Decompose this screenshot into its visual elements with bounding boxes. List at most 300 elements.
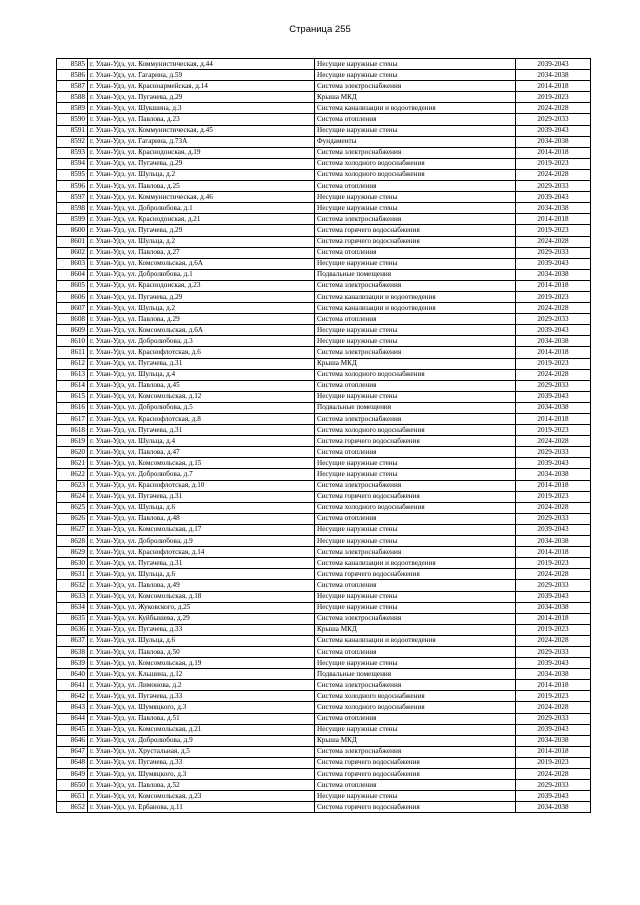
- building-element-cell: Крыша МКД: [315, 624, 516, 635]
- building-element-cell: Система электроснабжения: [315, 414, 516, 425]
- building-element-cell: Система электроснабжения: [315, 547, 516, 558]
- repair-period-cell: 2039-2043: [516, 192, 591, 203]
- address-cell: г. Улан-Удэ, ул. Жуковского, д.25: [88, 602, 315, 613]
- table-row: [57, 480, 591, 491]
- address-cell: г. Улан-Удэ, ул. Комсомольская, д.23: [88, 791, 315, 802]
- building-element-cell: Система электроснабжения: [315, 347, 516, 358]
- repair-period-cell: 2034-2038: [516, 735, 591, 746]
- building-element-cell: Система горячего водоснабжения: [315, 225, 516, 236]
- address-cell: г. Улан-Удэ, ул. Шульца, д.4: [88, 369, 315, 380]
- building-element-cell: Подвальные помещения: [315, 669, 516, 680]
- address-cell: г. Улан-Удэ, ул. Краснофлотская, д.14: [88, 547, 315, 558]
- address-cell: г. Улан-Удэ, ул. Комсомольская, д.18: [88, 591, 315, 602]
- address-cell: г. Улан-Удэ, ул. Добролюбова, д.5: [88, 402, 315, 413]
- building-element-cell: Система горячего водоснабжения: [315, 236, 516, 247]
- building-element-cell: Система канализации и водоотведения: [315, 558, 516, 569]
- row-number-cell: 8649: [57, 769, 88, 780]
- building-element-cell: Несущие наружные стены: [315, 724, 516, 735]
- table-row: [57, 524, 591, 535]
- table-row: [57, 635, 591, 646]
- address-cell: г. Улан-Удэ, ул. Шульца, д.4: [88, 436, 315, 447]
- building-element-cell: Система отопления: [315, 780, 516, 791]
- address-cell: г. Улан-Удэ, ул. Шукшина, д.3: [88, 103, 315, 114]
- building-element-cell: Система отопления: [315, 181, 516, 192]
- table-row: [57, 724, 591, 735]
- table-row: [57, 81, 591, 92]
- building-element-cell: Несущие наружные стены: [315, 70, 516, 81]
- address-cell: г. Улан-Удэ, ул. Павлова, д.51: [88, 713, 315, 724]
- address-cell: г. Улан-Удэ, ул. Коммунистическая, д.44: [88, 59, 315, 70]
- building-element-cell: Система электроснабжения: [315, 214, 516, 225]
- address-cell: г. Улан-Удэ, ул. Шульца, д.2: [88, 169, 315, 180]
- building-element-cell: Система холодного водоснабжения: [315, 502, 516, 513]
- table-row: [57, 380, 591, 391]
- row-number-cell: 8625: [57, 502, 88, 513]
- table-row: [57, 547, 591, 558]
- table-row: [57, 735, 591, 746]
- table-row: [57, 791, 591, 802]
- table-row: [57, 591, 591, 602]
- repair-period-cell: 2014-2018: [516, 547, 591, 558]
- row-number-cell: 8608: [57, 314, 88, 325]
- row-number-cell: 8599: [57, 214, 88, 225]
- row-number-cell: 8619: [57, 436, 88, 447]
- address-cell: г. Улан-Удэ, ул. Павлова, д.52: [88, 780, 315, 791]
- building-element-cell: Несущие наружные стены: [315, 469, 516, 480]
- table-row: [57, 447, 591, 458]
- building-element-cell: Система канализации и водоотведения: [315, 291, 516, 302]
- table-row: [57, 624, 591, 635]
- address-cell: г. Улан-Удэ, ул. Ербанова, д.11: [88, 802, 315, 813]
- row-number-cell: 8585: [57, 59, 88, 70]
- address-cell: г. Улан-Удэ, ул. Пугачева, д.29: [88, 92, 315, 103]
- table-row: [57, 325, 591, 336]
- building-element-cell: Несущие наружные стены: [315, 203, 516, 214]
- repair-period-cell: 2039-2043: [516, 724, 591, 735]
- address-cell: г. Улан-Удэ, ул. Пугачева, д.31: [88, 358, 315, 369]
- building-element-cell: Система холодного водоснабжения: [315, 369, 516, 380]
- table-row: [57, 613, 591, 624]
- address-cell: г. Улан-Удэ, ул. Павлова, д.47: [88, 447, 315, 458]
- table-row: [57, 713, 591, 724]
- address-cell: г. Улан-Удэ, ул. Пугачева, д.31: [88, 491, 315, 502]
- repair-period-cell: 2014-2018: [516, 147, 591, 158]
- building-element-cell: Несущие наружные стены: [315, 791, 516, 802]
- address-cell: г. Улан-Удэ, ул. Краснофлотская, д.10: [88, 480, 315, 491]
- repair-period-cell: 2039-2043: [516, 59, 591, 70]
- table-row: [57, 225, 591, 236]
- row-number-cell: 8652: [57, 802, 88, 813]
- address-cell: г. Улан-Удэ, ул. Пугачева, д.31: [88, 558, 315, 569]
- address-cell: г. Улан-Удэ, ул. Гагарина, д.73А: [88, 136, 315, 147]
- row-number-cell: 8629: [57, 547, 88, 558]
- repair-period-cell: 2024-2028: [516, 769, 591, 780]
- repair-period-cell: 2034-2038: [516, 602, 591, 613]
- table-row: [57, 702, 591, 713]
- address-cell: г. Улан-Удэ, ул. Хрустальная, д.5: [88, 746, 315, 757]
- row-number-cell: 8639: [57, 658, 88, 669]
- row-number-cell: 8613: [57, 369, 88, 380]
- table-row: [57, 502, 591, 513]
- row-number-cell: 8623: [57, 480, 88, 491]
- repair-period-cell: 2034-2038: [516, 802, 591, 813]
- repair-period-cell: 2034-2038: [516, 136, 591, 147]
- row-number-cell: 8627: [57, 524, 88, 535]
- repair-period-cell: 2029-2033: [516, 380, 591, 391]
- building-element-cell: Несущие наружные стены: [315, 658, 516, 669]
- repair-period-cell: 2019-2023: [516, 624, 591, 635]
- repair-period-cell: 2024-2028: [516, 369, 591, 380]
- table-row: [57, 569, 591, 580]
- address-cell: г. Улан-Удэ, ул. Пугачева, д.29: [88, 291, 315, 302]
- repair-period-cell: 2034-2038: [516, 203, 591, 214]
- row-number-cell: 8588: [57, 92, 88, 103]
- row-number-cell: 8631: [57, 569, 88, 580]
- row-number-cell: 8612: [57, 358, 88, 369]
- repair-period-cell: 2034-2038: [516, 669, 591, 680]
- address-cell: г. Улан-Удэ, ул. Добролюбова, д.3: [88, 336, 315, 347]
- building-element-cell: Система электроснабжения: [315, 280, 516, 291]
- repair-period-cell: 2034-2038: [516, 469, 591, 480]
- building-element-cell: Несущие наружные стены: [315, 391, 516, 402]
- repair-period-cell: 2024-2028: [516, 436, 591, 447]
- repair-period-cell: 2039-2043: [516, 391, 591, 402]
- table-row: [57, 513, 591, 524]
- table-row: [57, 236, 591, 247]
- table-row: [57, 258, 591, 269]
- repair-period-cell: 2014-2018: [516, 746, 591, 757]
- table-row: [57, 92, 591, 103]
- row-number-cell: 8620: [57, 447, 88, 458]
- table-row: [57, 314, 591, 325]
- building-element-cell: Система электроснабжения: [315, 480, 516, 491]
- table-row: [57, 391, 591, 402]
- table-row: [57, 436, 591, 447]
- repair-schedule-table: [56, 58, 591, 813]
- building-element-cell: Система отопления: [315, 513, 516, 524]
- table-row: [57, 491, 591, 502]
- repair-period-cell: 2019-2023: [516, 92, 591, 103]
- building-element-cell: Крыша МКД: [315, 92, 516, 103]
- repair-period-cell: 2029-2033: [516, 513, 591, 524]
- repair-period-cell: 2024-2028: [516, 303, 591, 314]
- table-row: [57, 103, 591, 114]
- row-number-cell: 8637: [57, 635, 88, 646]
- row-number-cell: 8634: [57, 602, 88, 613]
- building-element-cell: Система отопления: [315, 314, 516, 325]
- row-number-cell: 8633: [57, 591, 88, 602]
- repair-period-cell: 2039-2043: [516, 458, 591, 469]
- table-row: [57, 757, 591, 768]
- address-cell: г. Улан-Удэ, ул. Комсомольская, д.12: [88, 391, 315, 402]
- address-cell: г. Улан-Удэ, ул. Пугачева, д.33: [88, 757, 315, 768]
- building-element-cell: Система горячего водоснабжения: [315, 436, 516, 447]
- table-row: [57, 169, 591, 180]
- building-element-cell: Несущие наружные стены: [315, 325, 516, 336]
- row-number-cell: 8609: [57, 325, 88, 336]
- address-cell: г. Улан-Удэ, ул. Павлова, д.45: [88, 380, 315, 391]
- row-number-cell: 8597: [57, 192, 88, 203]
- row-number-cell: 8624: [57, 491, 88, 502]
- building-element-cell: Система горячего водоснабжения: [315, 769, 516, 780]
- row-number-cell: 8617: [57, 414, 88, 425]
- address-cell: г. Улан-Удэ, ул. Красноармейская, д.14: [88, 81, 315, 92]
- row-number-cell: 8590: [57, 114, 88, 125]
- building-element-cell: Несущие наружные стены: [315, 59, 516, 70]
- row-number-cell: 8596: [57, 181, 88, 192]
- repair-period-cell: 2014-2018: [516, 480, 591, 491]
- repair-period-cell: 2029-2033: [516, 646, 591, 657]
- address-cell: г. Улан-Удэ, ул. Комсомольская, д.17: [88, 524, 315, 535]
- address-cell: г. Улан-Удэ, ул. Павлова, д.49: [88, 580, 315, 591]
- building-element-cell: Система холодного водоснабжения: [315, 425, 516, 436]
- building-element-cell: Система холодного водоснабжения: [315, 169, 516, 180]
- address-cell: г. Улан-Удэ, ул. Павлова, д.29: [88, 314, 315, 325]
- row-number-cell: 8587: [57, 81, 88, 92]
- building-element-cell: Несущие наружные стены: [315, 336, 516, 347]
- repair-period-cell: 2024-2028: [516, 569, 591, 580]
- repair-period-cell: 2024-2028: [516, 169, 591, 180]
- row-number-cell: 8626: [57, 513, 88, 524]
- row-number-cell: 8640: [57, 669, 88, 680]
- building-element-cell: Система отопления: [315, 580, 516, 591]
- building-element-cell: Система отопления: [315, 114, 516, 125]
- address-cell: г. Улан-Удэ, ул. Пугачева, д.29: [88, 158, 315, 169]
- building-element-cell: Подвальные помещения: [315, 269, 516, 280]
- row-number-cell: 8589: [57, 103, 88, 114]
- row-number-cell: 8636: [57, 624, 88, 635]
- row-number-cell: 8591: [57, 125, 88, 136]
- building-element-cell: Система горячего водоснабжения: [315, 569, 516, 580]
- address-cell: г. Улан-Удэ, ул. Гагарина, д.59: [88, 70, 315, 81]
- table-row: [57, 136, 591, 147]
- building-element-cell: Система канализации и водоотведения: [315, 303, 516, 314]
- address-cell: г. Улан-Удэ, ул. Краснофлотская, д.6: [88, 347, 315, 358]
- row-number-cell: 8621: [57, 458, 88, 469]
- row-number-cell: 8611: [57, 347, 88, 358]
- repair-period-cell: 2014-2018: [516, 347, 591, 358]
- address-cell: г. Улан-Удэ, ул. Шумяцкого, д.3: [88, 769, 315, 780]
- repair-period-cell: 2014-2018: [516, 81, 591, 92]
- row-number-cell: 8595: [57, 169, 88, 180]
- row-number-cell: 8630: [57, 558, 88, 569]
- building-element-cell: Система отопления: [315, 247, 516, 258]
- address-cell: г. Улан-Удэ, ул. Кльшина, д.12: [88, 669, 315, 680]
- repair-period-cell: 2014-2018: [516, 214, 591, 225]
- building-element-cell: Система горячего водоснабжения: [315, 491, 516, 502]
- table-row: [57, 358, 591, 369]
- row-number-cell: 8604: [57, 269, 88, 280]
- building-element-cell: Система горячего водоснабжения: [315, 757, 516, 768]
- repair-period-cell: 2024-2028: [516, 103, 591, 114]
- table-row: [57, 680, 591, 691]
- building-element-cell: Крыша МКД: [315, 358, 516, 369]
- building-element-cell: Система электроснабжения: [315, 746, 516, 757]
- table-row: [57, 469, 591, 480]
- row-number-cell: 8592: [57, 136, 88, 147]
- address-cell: г. Улан-Удэ, ул. Шульца, д.6: [88, 569, 315, 580]
- address-cell: г. Улан-Удэ, ул. Коммунистическая, д.45: [88, 125, 315, 136]
- repair-period-cell: 2029-2033: [516, 580, 591, 591]
- table-row: [57, 59, 591, 70]
- table-row: [57, 414, 591, 425]
- address-cell: г. Улан-Удэ, ул. Куйбышева, д.29: [88, 613, 315, 624]
- building-element-cell: Система канализации и водоотведения: [315, 635, 516, 646]
- address-cell: г. Улан-Удэ, ул. Пугачева, д.31: [88, 425, 315, 436]
- building-element-cell: Система электроснабжения: [315, 680, 516, 691]
- address-cell: г. Улан-Удэ, ул. Добролюбова, д.9: [88, 536, 315, 547]
- repair-period-cell: 2034-2038: [516, 402, 591, 413]
- address-cell: г. Улан-Удэ, ул. Шульца, д.6: [88, 502, 315, 513]
- building-element-cell: Система электроснабжения: [315, 147, 516, 158]
- building-element-cell: Система отопления: [315, 447, 516, 458]
- address-cell: г. Улан-Удэ, ул. Краснофлотская, д.8: [88, 414, 315, 425]
- repair-period-cell: 2014-2018: [516, 613, 591, 624]
- row-number-cell: 8645: [57, 724, 88, 735]
- row-number-cell: 8607: [57, 303, 88, 314]
- building-element-cell: Крыша МКД: [315, 735, 516, 746]
- table-row: [57, 369, 591, 380]
- building-element-cell: Система холодного водоснабжения: [315, 702, 516, 713]
- row-number-cell: 8647: [57, 746, 88, 757]
- repair-period-cell: 2039-2043: [516, 791, 591, 802]
- address-cell: г. Улан-Удэ, ул. Краснодонская, д.19: [88, 147, 315, 158]
- table-row: [57, 303, 591, 314]
- table-row: [57, 402, 591, 413]
- address-cell: г. Улан-Удэ, ул. Павлова, д.27: [88, 247, 315, 258]
- table-row: [57, 691, 591, 702]
- repair-period-cell: 2039-2043: [516, 658, 591, 669]
- repair-period-cell: 2029-2033: [516, 713, 591, 724]
- address-cell: г. Улан-Удэ, ул. Комсомольская, д.6А: [88, 325, 315, 336]
- row-number-cell: 8605: [57, 280, 88, 291]
- repair-period-cell: 2034-2038: [516, 536, 591, 547]
- address-cell: г. Улан-Удэ, ул. Павлова, д.23: [88, 114, 315, 125]
- address-cell: г. Улан-Удэ, ул. Шульца, д.6: [88, 635, 315, 646]
- repair-period-cell: 2024-2028: [516, 236, 591, 247]
- repair-period-cell: 2014-2018: [516, 680, 591, 691]
- address-cell: г. Улан-Удэ, ул. Пугачева, д.29: [88, 225, 315, 236]
- address-cell: г. Улан-Удэ, ул. Пугачева, д.33: [88, 691, 315, 702]
- table-row: [57, 458, 591, 469]
- row-number-cell: 8648: [57, 757, 88, 768]
- repair-period-cell: 2019-2023: [516, 757, 591, 768]
- repair-period-cell: 2039-2043: [516, 524, 591, 535]
- address-cell: г. Улан-Удэ, ул. Павлова, д.25: [88, 181, 315, 192]
- row-number-cell: 8644: [57, 713, 88, 724]
- repair-period-cell: 2039-2043: [516, 591, 591, 602]
- building-element-cell: Несущие наружные стены: [315, 524, 516, 535]
- address-cell: г. Улан-Удэ, ул. Шульца, д.2: [88, 303, 315, 314]
- row-number-cell: 8602: [57, 247, 88, 258]
- building-element-cell: Подвальные помещения: [315, 402, 516, 413]
- table-row: [57, 602, 591, 613]
- address-cell: г. Улан-Удэ, ул. Краснодонская, д.21: [88, 214, 315, 225]
- building-element-cell: Система холодного водоснабжения: [315, 158, 516, 169]
- address-cell: г. Улан-Удэ, ул. Добролюбова, д.1: [88, 203, 315, 214]
- building-element-cell: Несущие наружные стены: [315, 258, 516, 269]
- building-element-cell: Несущие наружные стены: [315, 192, 516, 203]
- repair-period-cell: 2024-2028: [516, 635, 591, 646]
- row-number-cell: 8614: [57, 380, 88, 391]
- row-number-cell: 8641: [57, 680, 88, 691]
- row-number-cell: 8601: [57, 236, 88, 247]
- address-cell: г. Улан-Удэ, ул. Павлова, д.50: [88, 646, 315, 657]
- repair-period-cell: 2034-2038: [516, 70, 591, 81]
- address-cell: г. Улан-Удэ, ул. Лимонова, д.2: [88, 680, 315, 691]
- table-row: [57, 347, 591, 358]
- table-row: [57, 580, 591, 591]
- table-row: [57, 269, 591, 280]
- repair-period-cell: 2034-2038: [516, 269, 591, 280]
- row-number-cell: 8628: [57, 536, 88, 547]
- row-number-cell: 8651: [57, 791, 88, 802]
- row-number-cell: 8586: [57, 70, 88, 81]
- address-cell: г. Улан-Удэ, ул. Добролюбова, д.9: [88, 735, 315, 746]
- table-row: [57, 70, 591, 81]
- address-cell: г. Улан-Удэ, ул. Комсомольская, д.21: [88, 724, 315, 735]
- building-element-cell: Система канализации и водоотведения: [315, 103, 516, 114]
- row-number-cell: 8650: [57, 780, 88, 791]
- table-row: [57, 336, 591, 347]
- building-element-cell: Несущие наружные стены: [315, 602, 516, 613]
- table-row: [57, 125, 591, 136]
- repair-period-cell: 2029-2033: [516, 247, 591, 258]
- table-row: [57, 158, 591, 169]
- row-number-cell: 8646: [57, 735, 88, 746]
- repair-period-cell: 2039-2043: [516, 258, 591, 269]
- address-cell: г. Улан-Удэ, ул. Шумяцкого, д.3: [88, 702, 315, 713]
- repair-period-cell: 2019-2023: [516, 225, 591, 236]
- address-cell: г. Улан-Удэ, ул. Добролюбова, д.1: [88, 269, 315, 280]
- repair-period-cell: 2029-2033: [516, 780, 591, 791]
- building-element-cell: Несущие наружные стены: [315, 591, 516, 602]
- repair-period-cell: 2034-2038: [516, 336, 591, 347]
- address-cell: г. Улан-Удэ, ул. Комсомольская, д.6А: [88, 258, 315, 269]
- building-element-cell: Несущие наружные стены: [315, 125, 516, 136]
- repair-period-cell: 2029-2033: [516, 114, 591, 125]
- building-element-cell: Система холодного водоснабжения: [315, 691, 516, 702]
- row-number-cell: 8635: [57, 613, 88, 624]
- address-cell: г. Улан-Удэ, ул. Коммунистическая, д.46: [88, 192, 315, 203]
- row-number-cell: 8598: [57, 203, 88, 214]
- address-cell: г. Улан-Удэ, ул. Пугачева, д.33: [88, 624, 315, 635]
- row-number-cell: 8643: [57, 702, 88, 713]
- table-row: [57, 558, 591, 569]
- row-number-cell: 8642: [57, 691, 88, 702]
- table-row: [57, 147, 591, 158]
- repair-period-cell: 2014-2018: [516, 414, 591, 425]
- row-number-cell: 8600: [57, 225, 88, 236]
- repair-period-cell: 2019-2023: [516, 558, 591, 569]
- row-number-cell: 8638: [57, 646, 88, 657]
- building-element-cell: Система горячего водоснабжения: [315, 802, 516, 813]
- table-row: [57, 291, 591, 302]
- building-element-cell: Система электроснабжения: [315, 81, 516, 92]
- building-element-cell: Система отопления: [315, 380, 516, 391]
- table-row: [57, 247, 591, 258]
- table-row: [57, 203, 591, 214]
- table-row: [57, 536, 591, 547]
- row-number-cell: 8610: [57, 336, 88, 347]
- repair-period-cell: 2014-2018: [516, 280, 591, 291]
- address-cell: г. Улан-Удэ, ул. Краснодонская, д.23: [88, 280, 315, 291]
- table-row: [57, 769, 591, 780]
- table-row: [57, 746, 591, 757]
- row-number-cell: 8615: [57, 391, 88, 402]
- repair-period-cell: 2019-2023: [516, 358, 591, 369]
- repair-period-cell: 2019-2023: [516, 491, 591, 502]
